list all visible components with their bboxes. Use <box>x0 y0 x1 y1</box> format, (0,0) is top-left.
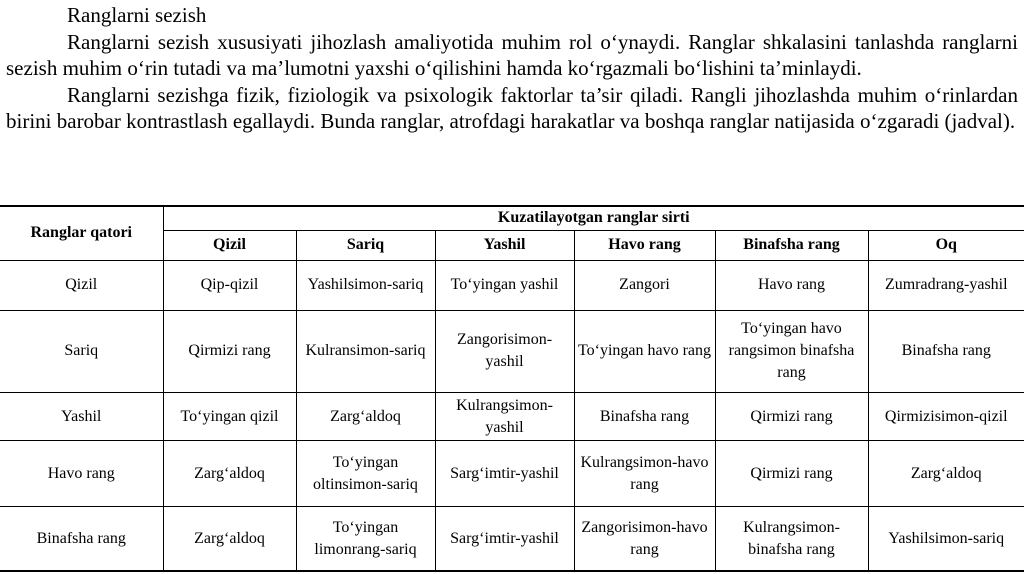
table-cell: Zangorisimon-havo rang <box>574 507 715 571</box>
table-cell: Zarg‘aldoq <box>868 441 1024 507</box>
row-header-cell: Ranglar qatori <box>0 206 163 260</box>
column-header: Qizil <box>163 230 296 260</box>
table-cell: Kulrangsimon-binafsha rang <box>715 507 868 571</box>
group-header-cell: Kuzatilayotgan ranglar sirti <box>163 206 1024 230</box>
table-cell: Havo rang <box>715 260 868 310</box>
table-cell: Zangori <box>574 260 715 310</box>
table-cell: Qip-qizil <box>163 260 296 310</box>
column-header: Binafsha rang <box>715 230 868 260</box>
table-cell: Qirmizi rang <box>715 392 868 440</box>
table-cell: Kulrangsimon-havo rang <box>574 441 715 507</box>
table-cell: Zumradrang-yashil <box>868 260 1024 310</box>
column-header: Oq <box>868 230 1024 260</box>
table-cell: Yashilsimon-sariq <box>868 507 1024 571</box>
table-cell: To‘yingan havo rang <box>574 310 715 392</box>
table-row <box>0 507 1024 571</box>
table-cell: Sarg‘imtir-yashil <box>435 441 574 507</box>
document-body <box>6 2 1018 135</box>
row-label: Binafsha rang <box>0 507 163 571</box>
table-cell: Sarg‘imtir-yashil <box>435 507 574 571</box>
table-cell: Zarg‘aldoq <box>296 392 435 440</box>
table-cell: To‘yingan limonrang-sariq <box>296 507 435 571</box>
table-cell: To‘yingan qizil <box>163 392 296 440</box>
table-cell: To‘yingan yashil <box>435 260 574 310</box>
section-title: Ranglarni sezish <box>67 3 207 27</box>
table-cell: Qirmizisimon-qizil <box>868 392 1024 440</box>
table-cell: To‘yingan havo rangsimon binafsha rang <box>715 310 868 392</box>
table-cell: Kulransimon-sariq <box>296 310 435 392</box>
column-header: Sariq <box>296 230 435 260</box>
table-row <box>0 260 1024 310</box>
row-label: Sariq <box>0 310 163 392</box>
paragraph-1: Ranglarni sezish xususiyati jihozlash amaliyotida muhim rol o‘ynaydi. Ranglar shkalasini tanlashda ranglarni sezish muhim o‘rin tutadi va ma’lumotni yaxshi o‘qilishini hamda ko‘rgazmali bo‘lishini ta’minlaydi. <box>6 29 1018 80</box>
table-cell: To‘yingan oltinsimon-sariq <box>296 441 435 507</box>
table-cell: Zarg‘aldoq <box>163 507 296 571</box>
table-cell: Yashilsimon-sariq <box>296 260 435 310</box>
table-cell: Binafsha rang <box>868 310 1024 392</box>
table-cell: Qirmizi rang <box>715 441 868 507</box>
table-cell: Zangorisimon-yashil <box>435 310 574 392</box>
table-row <box>0 310 1024 392</box>
table-row <box>0 441 1024 507</box>
table-cell: Binafsha rang <box>574 392 715 440</box>
table-row <box>0 392 1024 440</box>
table-cell: Zarg‘aldoq <box>163 441 296 507</box>
table-cell: Qirmizi rang <box>163 310 296 392</box>
row-label: Havo rang <box>0 441 163 507</box>
color-perception-table <box>0 205 1024 572</box>
table-cell: Kulrangsimon-yashil <box>435 392 574 440</box>
column-header: Yashil <box>435 230 574 260</box>
paragraph-2: Ranglarni sezishga fizik, fiziologik va psixologik faktorlar ta’sir qiladi. Rangli jihozlashda muhim o‘rinlardan birini barobar kontrastlash egallaydi. Bunda ranglar, atrofdagi harakatlar va boshqa ranglar natijasida o‘zgaradi (jadval). <box>6 82 1018 133</box>
column-header: Havo rang <box>574 230 715 260</box>
row-label: Qizil <box>0 260 163 310</box>
row-label: Yashil <box>0 392 163 440</box>
